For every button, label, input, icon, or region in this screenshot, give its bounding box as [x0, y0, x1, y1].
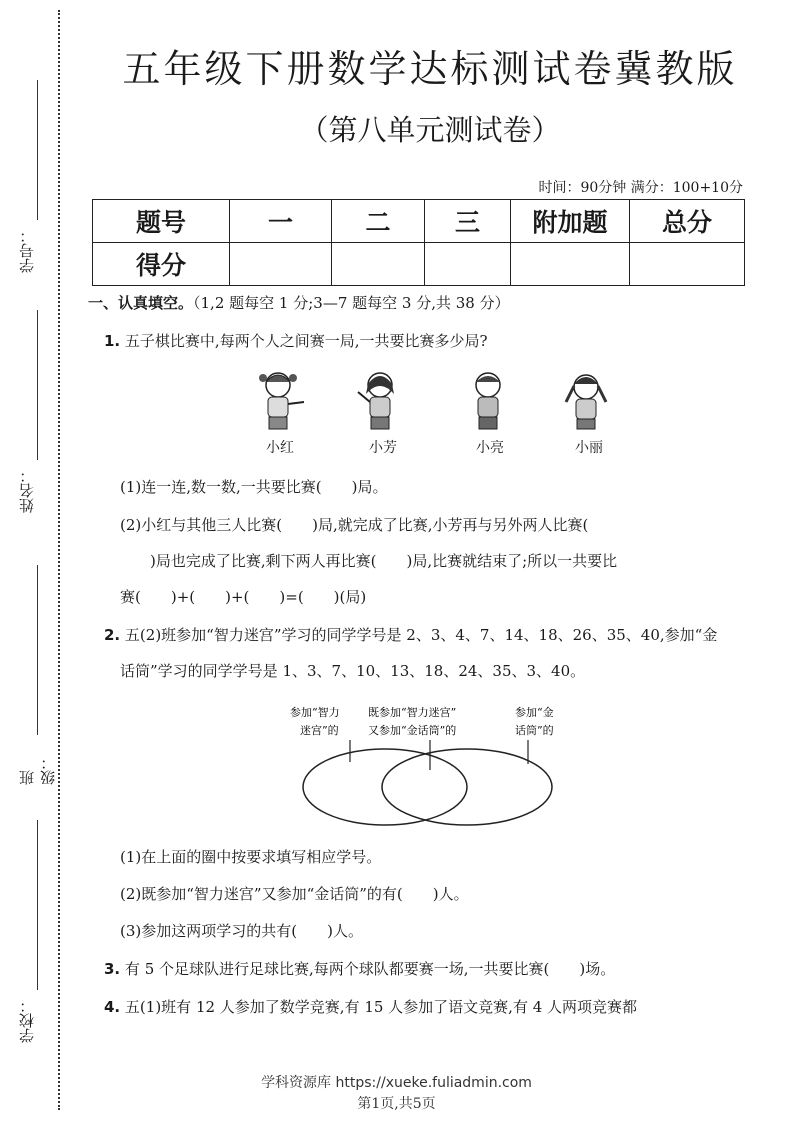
venn-label-right-1: 参加“金 — [515, 706, 554, 719]
student-number-field — [0, 80, 56, 280]
score-table-score-row — [93, 243, 745, 286]
question-number: 4. — [104, 998, 121, 1016]
cut-line — [58, 10, 60, 1110]
score-table-header-cell: 三 — [425, 200, 511, 243]
footer-source: 学科资源库 https://xueke.fuliadmin.com — [261, 1075, 532, 1091]
question-text: 有 5 个足球队进行足球比赛,每两个球队都要赛一场,一共要比赛( )场。 — [124, 960, 616, 978]
score-table-header-cell: 二 — [332, 200, 425, 243]
question-text: 五子棋比赛中,每两个人之间赛一局,一共要比赛多少局? — [124, 332, 488, 350]
school-line[interactable] — [37, 820, 38, 990]
binding-margin — [0, 0, 80, 1122]
question-number: 1. — [104, 332, 121, 350]
name-line[interactable] — [37, 310, 38, 460]
question-1-part-2-line-2: )局也完成了比赛,剩下两人再比赛( )局,比赛就结束了;所以一共要比 — [120, 552, 618, 570]
student-number-label: 学号： — [18, 228, 36, 273]
venn-label-mid-1: 既参加“智力迷宫” — [368, 706, 457, 719]
section-heading — [88, 292, 510, 313]
class-field — [0, 565, 56, 785]
question-number: 3. — [104, 960, 121, 978]
score-table-header-cell: 附加题 — [511, 200, 630, 243]
score-row-label: 得分 — [93, 243, 230, 286]
question-1-part-2-line-1: (2)小红与其他三人比赛( )局,就完成了比赛,小芳再与另外两人比赛( — [120, 516, 589, 534]
question-1-part-1: (1)连一连,数一数,一共要比赛( )局。 — [120, 478, 388, 496]
score-table-header-cell: 总分 — [630, 200, 745, 243]
kid-name-label: 小芳 — [369, 440, 397, 456]
score-table-header-row — [93, 200, 745, 243]
kid-name-label: 小丽 — [575, 440, 603, 456]
page-subtitle: （第八单元测试卷） — [299, 113, 561, 147]
venn-circle-zhili-migong[interactable] — [303, 749, 467, 825]
school-label: 学校： — [18, 998, 36, 1043]
score-cell[interactable] — [230, 243, 332, 286]
score-table — [92, 199, 745, 286]
student-number-line[interactable] — [37, 80, 38, 220]
name-field — [0, 310, 56, 530]
venn-label-right-2: 话筒”的 — [515, 724, 554, 737]
footer-page-number: 第1页,共5页 — [357, 1096, 436, 1112]
boy-xiaoliang-illustration — [458, 368, 518, 434]
question-3 — [104, 958, 615, 979]
venn-diagram — [290, 700, 590, 830]
class-line[interactable] — [37, 565, 38, 735]
name-label: 姓名： — [18, 468, 36, 513]
question-text: 五(2)班参加“智力迷宫”学习的同学学号是 2、3、4、7、14、18、26、35、40,参加“金 — [124, 626, 718, 644]
question-1 — [104, 330, 488, 351]
page-title: 五年级下册数学达标测试卷冀教版 — [122, 47, 738, 91]
class-label: 班级： — [18, 755, 57, 785]
kid-name-label: 小亮 — [476, 440, 504, 456]
girl-xiaoli-illustration — [556, 368, 616, 434]
school-field — [0, 820, 56, 1060]
score-table-header-cell: 题号 — [93, 200, 230, 243]
score-cell[interactable] — [425, 243, 511, 286]
girl-xiaohong-illustration — [252, 368, 312, 434]
section-title: 一、认真填空。 — [88, 294, 194, 312]
section-note: （1,2 题每空 1 分;3—7 题每空 3 分,共 38 分） — [193, 294, 510, 312]
venn-label-mid-2: 又参加“金话筒”的 — [368, 724, 457, 737]
question-2-line-1 — [104, 624, 717, 645]
question-2-part-2: (2)既参加“智力迷宫”又参加“金话筒”的有( )人。 — [120, 885, 469, 903]
score-cell[interactable] — [630, 243, 745, 286]
question-2-part-1: (1)在上面的圈中按要求填写相应学号。 — [120, 848, 382, 866]
score-cell[interactable] — [332, 243, 425, 286]
question-1-part-2-line-3: 赛( )+( )+( )=( )(局) — [120, 588, 367, 606]
time-and-score-info: 时间：90分钟 满分：100+10分 — [538, 180, 743, 196]
question-4 — [104, 996, 637, 1017]
score-cell[interactable] — [511, 243, 630, 286]
venn-label-left-2: 迷宫”的 — [300, 724, 339, 737]
score-table-header-cell: 一 — [230, 200, 332, 243]
question-number: 2. — [104, 626, 121, 644]
question-2-line-2: 话筒”学习的同学学号是 1、3、7、10、13、18、24、35、3、40。 — [120, 662, 586, 680]
girl-xiaofang-illustration — [350, 368, 410, 434]
question-2-part-3: (3)参加这两项学习的共有( )人。 — [120, 922, 363, 940]
venn-label-left-1: 参加“智力 — [290, 706, 340, 719]
question-text: 五(1)班有 12 人参加了数学竞赛,有 15 人参加了语文竞赛,有 4 人两项竞赛都 — [124, 998, 638, 1016]
kid-name-label: 小红 — [266, 440, 294, 456]
